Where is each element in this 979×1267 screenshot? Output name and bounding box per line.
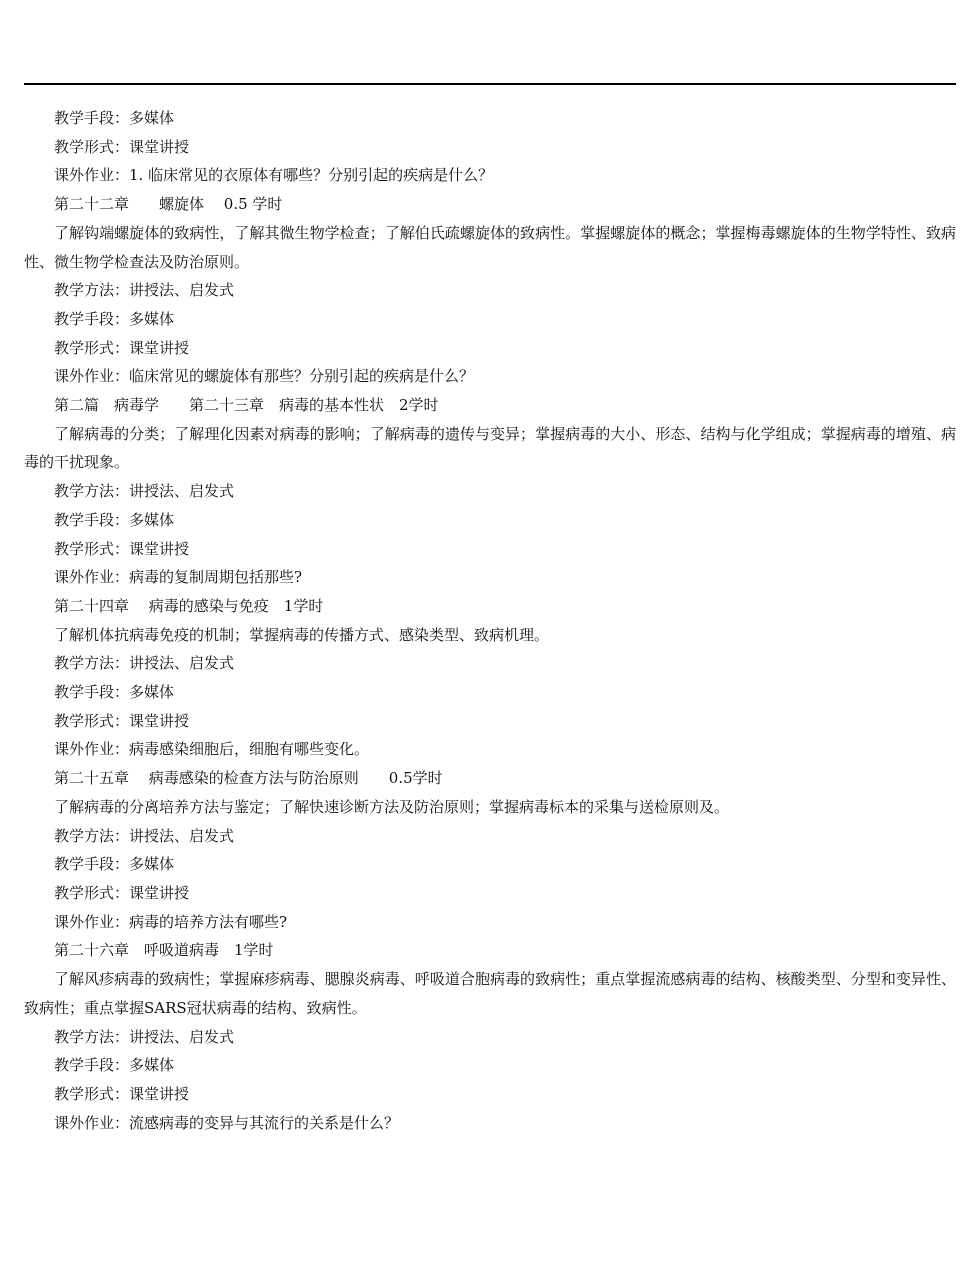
document-body xyxy=(24,104,956,1137)
list-item: 教学手段：多媒体 xyxy=(54,1056,175,1075)
list-item: 课外作业：临床常见的螺旋体有那些？分别引起的疾病是什么？ xyxy=(54,367,475,386)
chapter-heading: 第二十六章 呼吸道病毒 1学时 xyxy=(54,941,274,960)
list-item: 教学形式：课堂讲授 xyxy=(54,883,190,902)
paragraph: 了解病毒的分类；了解理化因素对病毒的影响；了解病毒的遗传与变异；掌握病毒的大小、形态、结构与化学组成；掌握病毒的增殖、病毒的干扰现象。 xyxy=(24,424,956,472)
list-item: 教学形式：课堂讲授 xyxy=(54,1084,190,1103)
list-item: 课外作业：1. 临床常见的衣原体有哪些？分别引起的疾病是什么？ xyxy=(54,166,494,185)
list-item: 教学手段：多媒体 xyxy=(54,510,175,529)
list-item: 课外作业：病毒的复制周期包括那些? xyxy=(54,568,303,587)
list-item: 教学方法：讲授法、启发式 xyxy=(54,281,235,300)
list-item: 教学形式：课堂讲授 xyxy=(54,539,190,558)
list-item: 课外作业：病毒的培养方法有哪些? xyxy=(54,912,288,931)
list-item: 教学方法：讲授法、启发式 xyxy=(54,826,235,845)
list-item: 课外作业：病毒感染细胞后，细胞有哪些变化。 xyxy=(54,740,370,759)
list-item: 课外作业：流感病毒的变异与其流行的关系是什么？ xyxy=(54,1113,400,1132)
paragraph: 了解钩端螺旋体的致病性，了解其微生物学检查；了解伯氏疏螺旋体的致病性。掌握螺旋体的概念；掌握梅毒螺旋体的生物学特性、致病性、微生物学检查法及防治原则。 xyxy=(24,223,956,271)
chapter-heading: 第二篇 病毒学 第二十三章 病毒的基本性状 2学时 xyxy=(54,396,439,415)
chapter-heading: 第二十二章 螺旋体 0.5 学时 xyxy=(54,195,283,214)
list-item: 教学手段：多媒体 xyxy=(54,855,175,874)
list-item: 教学形式：课堂讲授 xyxy=(54,338,190,357)
chapter-heading: 第二十五章 病毒感染的检查方法与防治原则 0.5学时 xyxy=(54,769,443,788)
paragraph: 了解机体抗病毒免疫的机制；掌握病毒的传播方式、感染类型、致病机理。 xyxy=(54,625,550,644)
paragraph: 了解病毒的分离培养方法与鉴定；了解快速诊断方法及防治原则；掌握病毒标本的采集与送检原则及。 xyxy=(54,797,730,816)
list-item: 教学形式：课堂讲授 xyxy=(54,711,190,730)
list-item: 教学方法：讲授法、启发式 xyxy=(54,482,235,501)
list-item: 教学手段：多媒体 xyxy=(54,109,175,127)
paragraph: 了解风疹病毒的致病性；掌握麻疹病毒、腮腺炎病毒、呼吸道合胞病毒的致病性；重点掌握流感病毒的结构、核酸类型、分型和变异性、致病性；重点掌握SARS冠状病毒的结构、致病性。 xyxy=(24,970,956,1017)
header-rule xyxy=(24,83,956,85)
list-item: 教学形式：课堂讲授 xyxy=(54,137,190,156)
list-item: 教学手段：多媒体 xyxy=(54,683,175,702)
list-item: 教学方法：讲授法、启发式 xyxy=(54,1027,235,1046)
chapter-heading: 第二十四章 病毒的感染与免疫 1学时 xyxy=(54,596,324,615)
list-item: 教学方法：讲授法、启发式 xyxy=(54,654,235,673)
list-item: 教学手段：多媒体 xyxy=(54,309,175,328)
